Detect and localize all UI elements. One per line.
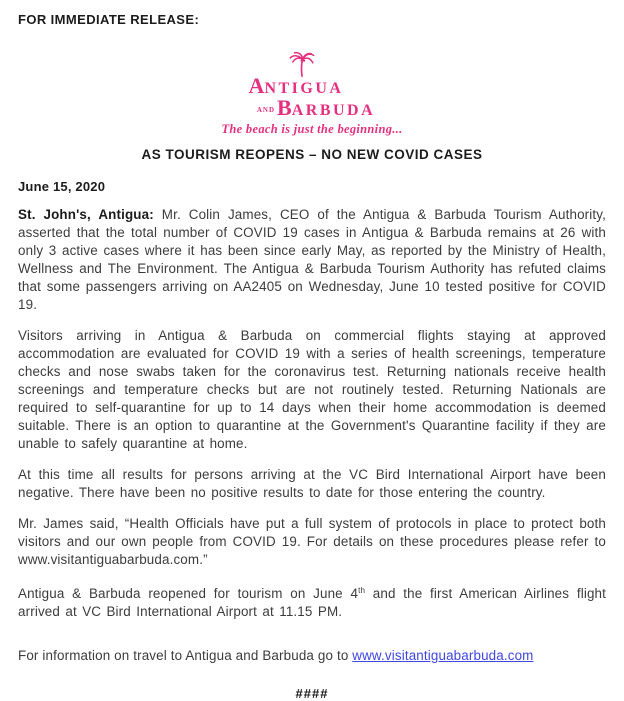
headline: AS TOURISM REOPENS – NO NEW COVID CASES [141,147,483,162]
logo-and-label: AND [256,106,276,114]
end-mark: #### [295,686,329,701]
paragraph-2: Visitors arriving in Antigua & Barbuda on commercial flights staying at approved accommodation are evaluated for COVID 19 with a series of health screenings, temperature checks and nose swabs taken for the coronavirus test. Returning nationals receive health screenings and temperature checks but are not routinely tested. Returning Nationals are required to self-quarantine for up to 14 days when their home accommodation is deemed suitable. There is an option to quarantine at the Government's Quarantine facility if they are unable to safely quarantine at home. [18,328,606,451]
release-label: FOR IMMEDIATE RELEASE: [18,12,200,27]
footer-text: For information on travel to Antigua and Barbuda go to [18,648,353,663]
date-line: June 15, 2020 [18,179,106,194]
ordinal-suffix: th [358,586,366,595]
body-copy [18,206,606,621]
paragraph-5-text-before: Antigua & Barbuda reopened for tourism on June 4 [18,586,359,601]
paragraph-1-lead: St. John's, Antigua: [18,207,154,222]
logo-barbuda-rest: ARBUDA [291,102,376,119]
logo-antigua-initial: A [248,73,265,98]
logo-word-antigua [249,75,344,97]
logo-word-barbuda [22,97,610,119]
logo-antigua-rest: NTIGUA [264,80,344,97]
paragraph-1 [18,206,606,314]
paragraph-5 [18,582,606,621]
antigua-barbuda-logo [18,51,606,136]
paragraph-4: Mr. James said, “Health Officials have put a full system of protocols in place to protect both visitors and our own people from COVID 19. For details on these procedures please refer to www.visitantiguabarbuda.com.” [18,516,606,567]
paragraph-3: At this time all results for persons arriving at the VC Bird International Airport have been negative. There have been no positive results to date for those entering the country. [18,467,606,500]
logo-barbuda-initial: B [277,95,292,120]
footer-line [18,648,606,663]
paragraph-5-text-after: and the first American Airlines flight arrived at VC Bird International Airport at 11.15 PM. [18,586,607,619]
logo-tagline: The beach is just the beginning... [221,122,403,136]
visit-antigua-barbuda-link[interactable]: www.visitantiguabarbuda.com [352,648,534,663]
paragraph-1-text: Mr. Colin James, CEO of the Antigua & Barbuda Tourism Authority, asserted that the total number of COVID 19 cases in Antigua & Barbuda remains at 26 with only 3 active cases where it has been since early May, as reported by the Ministry of Health, Wellness and The Environment. The Antigua & Barbuda Tourism Authority has refuted claims that some passengers arriving on AA2405 on Wednesday, June 10 tested positive for COVID 19. [18,207,606,312]
palm-tree-icon [287,51,317,82]
